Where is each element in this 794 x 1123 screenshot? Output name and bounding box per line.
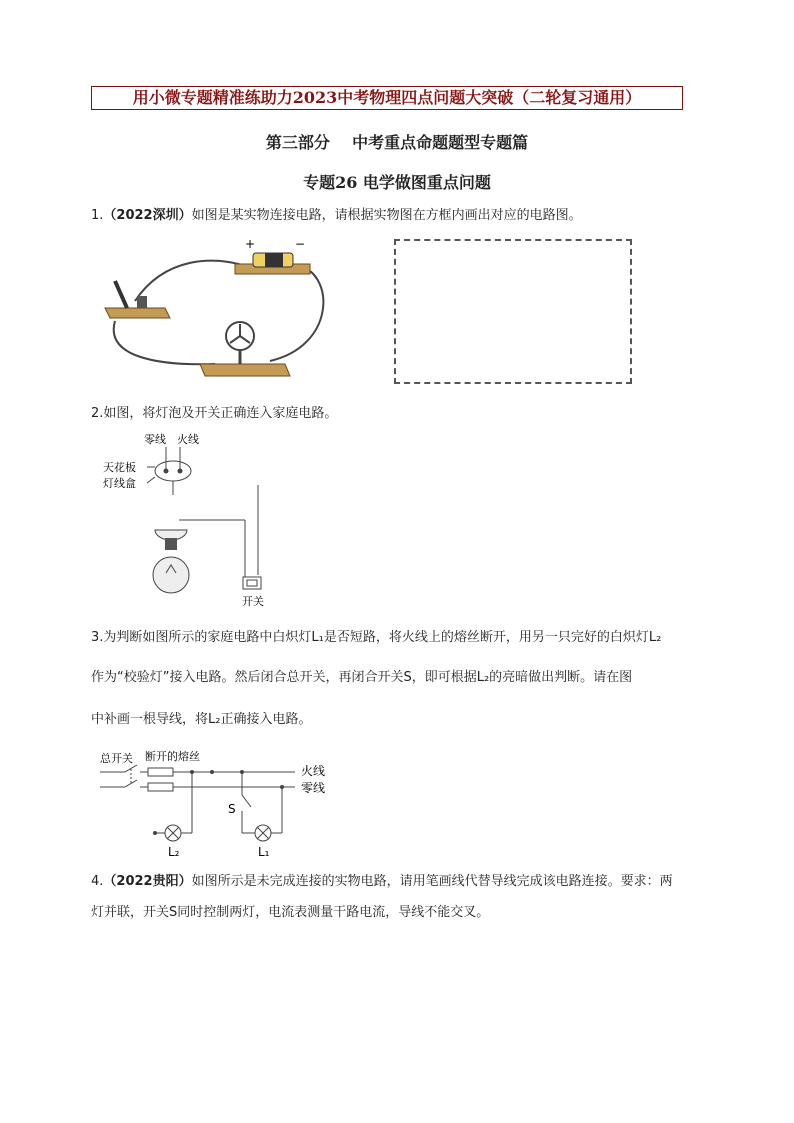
- q3-label-main-switch: 总开关: [100, 752, 133, 765]
- q3-fuse-live: [148, 768, 173, 776]
- part-title: 第三部分 中考重点命题题型专题篇: [265, 133, 529, 152]
- topic-title: 专题26 电学做图重点问题: [303, 173, 491, 192]
- question-1: [91, 206, 582, 226]
- q1-battery-plus: +: [245, 237, 256, 251]
- q1-battery-band: [265, 253, 283, 267]
- question-4-number: 4.: [91, 874, 104, 889]
- question-4-line-1: [91, 872, 673, 892]
- q2-label-ceiling: 天花板: [103, 461, 136, 474]
- q1-answer-box[interactable]: [394, 239, 632, 384]
- q3-label-neutral: 零线: [301, 781, 326, 795]
- q3-switch-s-blade: [242, 795, 251, 807]
- q3-label-live: 火线: [301, 764, 326, 778]
- question-1-text: 如图是某实物连接电路，请根据实物图在方框内画出对应的电路图。: [191, 208, 582, 223]
- q1-fan-board: [200, 364, 290, 376]
- q3-fuse-neutral: [148, 783, 173, 791]
- q1-switch-board: [105, 308, 170, 318]
- q3-fuse-circuit-figure: [95, 745, 365, 865]
- question-3-line-2: 作为“校验灯”接入电路。然后闭合总开关，再闭合开关S，即可根据L₂的亮暗做出判断。请在图: [91, 670, 633, 685]
- q1-physical-circuit-figure: [95, 236, 335, 386]
- question-3-line-3: 中补画一根导线，将L₂正确接入电路。: [91, 712, 312, 727]
- question-4-line-2: 灯并联，开关S同时控制两灯，电流表测量干路电流，导线不能交叉。: [91, 905, 490, 920]
- question-1-source: （2022深圳）: [103, 208, 192, 223]
- q3-label-fuse: 断开的熔丝: [145, 750, 200, 763]
- question-2-text: 2.如图，将灯泡及开关正确连入家庭电路。: [91, 406, 338, 421]
- question-3-line-1: 3.为判断如图所示的家庭电路中白炽灯L₁是否短路，将火线上的熔丝断开，用另一只完好的白炽灯L₂: [91, 630, 662, 645]
- series-banner: 用小微专题精准练助力2023中考物理四点问题大突破（二轮复习通用）: [91, 86, 683, 110]
- q2-household-circuit-figure: [95, 425, 295, 610]
- q2-bulb-icon: [153, 557, 189, 593]
- question-4-text: 如图所示是未完成连接的实物电路，请用笔画线代替导线完成该电路连接。要求：两: [191, 874, 673, 889]
- q1-switch-lever: [115, 281, 127, 308]
- q2-bulb-base: [165, 538, 177, 550]
- question-1-number: 1.: [91, 208, 104, 223]
- q2-label-box: 灯线盒: [103, 477, 136, 490]
- q2-label-switch: 开关: [242, 595, 264, 608]
- q1-wire: [114, 321, 215, 364]
- q1-wire: [270, 266, 323, 361]
- q3-label-l1: L₁: [258, 845, 270, 859]
- q1-switch-contact: [137, 296, 147, 308]
- q2-ceiling-box-icon: [155, 461, 191, 481]
- question-4-source: （2022贵阳）: [103, 874, 192, 889]
- q2-label-neutral: 零线: [144, 433, 166, 446]
- q1-battery-minus: −: [295, 237, 306, 251]
- q1-wire: [135, 261, 245, 301]
- q3-label-s: S: [228, 802, 236, 816]
- q3-label-l2: L₂: [168, 845, 180, 859]
- q2-label-live: 火线: [177, 433, 199, 446]
